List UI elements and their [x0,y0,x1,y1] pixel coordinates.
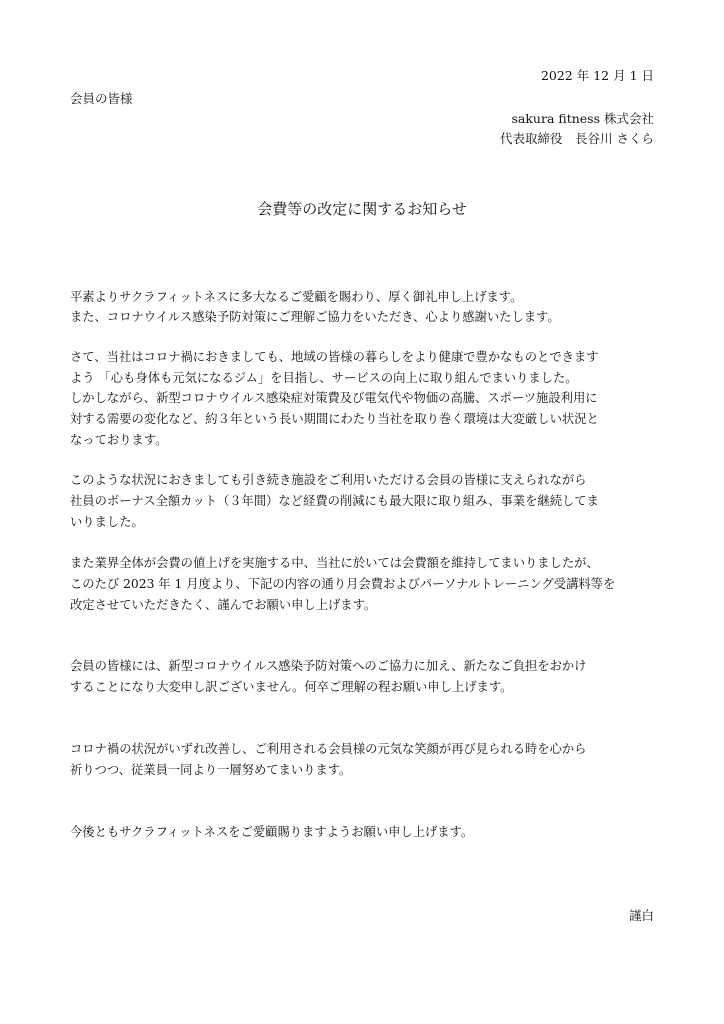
paragraph-5-line-2: することになり大変申し訳ございません。何卒ご理解の程お願い申し上げます。 [70,680,513,694]
paragraph-1-line-1: 平素よりサクラフィットネスに多大なるご愛顧を賜わり、厚く御礼申し上げます。 [70,290,523,304]
paragraph-4-line-2: このたび 2023 年 1 月度より、下記の内容の通り月会費およびパーソナルトレーニング受講料等を [70,577,616,591]
paragraph-4-line-1: また業界全体が会費の値上げを実施する中、当社に於いては会費額を維持してまいりましたが、 [70,556,599,570]
paragraph-5-line-1: 会員の皆様には、新型コロナウイルス感染予防対策へのご協力に加え、新たなご負担をおかけ [70,659,587,673]
paragraph-2-line-1: さて、当社はコロナ禍におきましても、地域の皆様の暮らしをより健康で豊かなものとできます [70,350,599,364]
paragraph-2-line-4: 対する需要の変化など、約３年という長い期間にわたり当社を取り巻く環境は大変厳しい状況と [70,412,599,426]
paragraph-2-line-5: なっております。 [70,433,168,447]
paragraph-3-line-3: いりました。 [70,515,144,529]
paragraph-6-line-1: コロナ禍の状況がいずれ改善し、ご利用される会員様の元気な笑顔が再び見られる時を心から [70,742,587,756]
paragraph-1-line-2: また、コロナウイルス感染予防対策にご理解ご協力をいただき、心より感謝いたします。 [70,310,560,324]
paragraph-3-line-2: 社員のボーナス全額カット（３年間）など経費の削減にも最大限に取り組み、事業を継続してま [70,494,599,508]
paragraph-2-line-3: しかしながら、新型コロナウイルス感染症対策費及び電気代や物価の高騰、スポーツ施設利用に [70,391,598,405]
paragraph-2-line-2: よう 「心も身体も元気になるジム」を目指し、サービスの向上に取り組んでまいりました。 [70,371,578,385]
document-title: 会費等の改定に関するお知らせ [257,200,467,218]
document-date: 2022 年 12 月 1 日 [540,68,654,83]
closing-remark: 謹白 [628,908,654,923]
paragraph-4-line-3: 改定させていただきたく、謹んでお願い申し上げます。 [70,598,377,612]
representative-name: 代表取締役 長谷川 さくら [500,131,654,146]
paragraph-6-line-2: 祈りつつ、従業員一同より一層努めてまいります。 [70,763,352,777]
paragraph-7-line-1: 今後ともサクラフィットネスをご愛顧賜りますようお願い申し上げます。 [70,825,474,839]
recipient-label: 会員の皆様 [70,91,133,106]
company-name: sakura fitness 株式会社 [511,111,654,126]
paragraph-3-line-1: このような状況におきましても引き続き施設をご利用いただける会員の皆様に支えられながら [70,473,587,487]
